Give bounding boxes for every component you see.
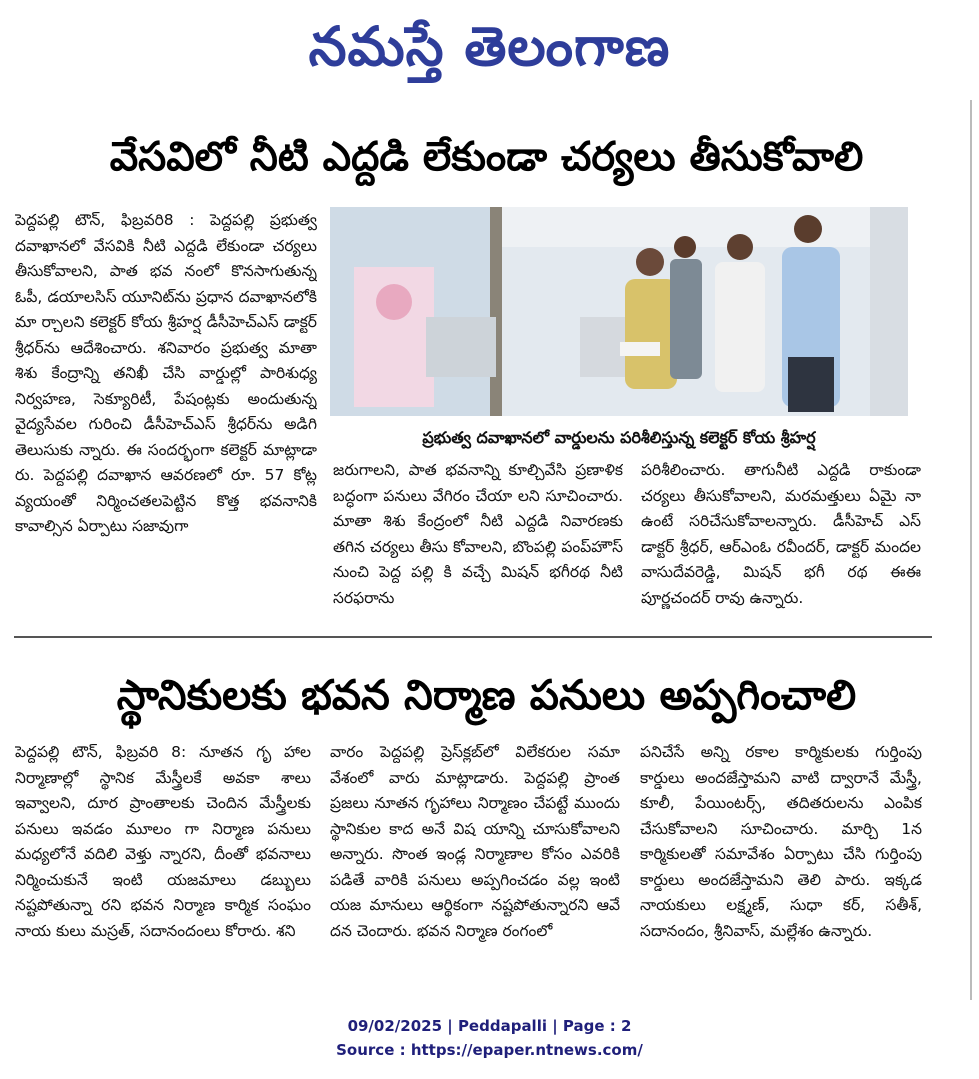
footer-date-edition: 09/02/2025 | Peddapalli | Page : 2 <box>347 1017 632 1035</box>
article2-column-2: వారం పెద్దపల్లి ప్రెస్‌క్లబ్‌లో విలేకరుల సమా వేశంలో వారు మాట్లాడారు. పెద్దపల్లి ప్రాంత ప్రజలు నూతన గృహాలు నిర్మాణం చేపట్టే ముందు స్థానికుల కాద అనే విష యాన్ని చూసుకోవాలని అన్నారు. సొంత ఇండ్ల నిర్మాణాల కోసం ఎవరికి పడితే వారికి పనులు అప్పగించడం వల్ల ఇంటి యజ మానులు ఆర్థికంగా నష్టపోతున్నారని ఆవే దన చెందారు. భవన నిర్మాణ రంగంలో <box>330 743 620 940</box>
article2-column-3: పనిచేసే అన్ని రకాల కార్మికులకు గుర్తింపు కార్డులు అందజేస్తామని వాటి ద్వారానే మేస్త్రీ, కూలీ, పేయింటర్స్, తదితరులను ఎంపిక చేసుకోవాలని సూచించారు. మార్చి 1న కార్మికులతో సమావేశం ఏర్పాటు చేసి గుర్తింపు కార్డులు అందజేస్తామని తెలి పారు. ఇక్కడ నాయకులు లక్ష్మణ్, సుధా కర్, సతీశ్, సదానందం, శ్రీనివాస్, మల్లేశం ఉన్నారు. <box>640 743 922 940</box>
article1-photo <box>330 207 908 416</box>
article-divider <box>14 636 932 638</box>
article1-column-3: పరిశీలించారు. తాగునీటి ఎద్దడి రాకుండా చర్యలు తీసుకోవాలని, మరమత్తులు ఏమై నా ఉంటే సరిచేసుకోవాలన్నారు. డీసీహెచ్ ఎస్ డాక్టర్ శ్రీధర్, ఆర్ఎంఓ రవీందర్, డాక్టర్ మందల వాసుదేవరెడ్డి, మిషన్ భగీ రథ ఈఈ పూర్ణచందర్ రావు ఉన్నారు. <box>641 461 921 607</box>
page-edge-rule <box>970 100 972 1000</box>
article1-photo-caption: ప్రభుత్వ దవాఖానలో వార్డులను పరిశీలిస్తున్న కలెక్టర్ కోయ శ్రీహర్ష <box>422 428 816 447</box>
masthead-logo: నమస్తే తెలంగాణ <box>308 14 671 78</box>
article2-headline: స్థానికులకు భవన నిర్మాణ పనులు అప్పగించాలి <box>116 671 857 719</box>
article1-headline: వేసవిలో నీటి ఎద్దడి లేకుండా చర్యలు తీసుకోవాలి <box>109 134 864 180</box>
article1-column-1: పెద్దపల్లి టౌన్, ఫిబ్రవరి8 : పెద్దపల్లి ప్రభుత్వ దవాఖానలో వేసవికి నీటి ఎద్దడి లేకుండా చర్యలు తీసుకోవాలని, పాత భవ నంలో కొనసాగుతున్న ఓపీ, డయాలసిస్ యూనిట్‌ను ప్రధాన దవాఖానలోకి మా ర్చాలని కలెక్టర్ కోయ శ్రీహర్ష డీసీహెచ్ఎస్ డాక్టర్ శ్రీధర్‌ను ఆదేశించారు. శనివారం ప్రభుత్వ మాతా శిశు కేంద్రాన్ని తనిఖీ చేసి వార్డుల్లో పారిశుధ్య నిర్వహణ, సెక్యూరిటీ, పేషంట్లకు అందుతున్న వైద్యసేవల గురించి డీసీహెచ్ఎస్ శ్రీధర్‌ను అడిగి తెలుసుకు న్నారు. ఈ సందర్భంగా కలెక్టర్ మాట్లాడా రు. పెద్దపల్లి దవాఖాన ఆవరణలో రూ. 57 కోట్ల వ్యయంతో నిర్మించతలపెట్టిన కొత్త భవనానికి కావాల్సిన ఏర్పాటు సజావుగా <box>15 211 317 535</box>
footer-source: Source : https://epaper.ntnews.com/ <box>336 1041 643 1059</box>
article2-column-1: పెద్దపల్లి టౌన్, ఫిబ్రవరి 8: నూతన గృ హాల నిర్మాణాల్లో స్థానిక మేస్త్రీలకే అవకా శాలు ఇవ్వాలని, దూర ప్రాంతాలకు చెందిన మేస్త్రీలకు పనులు ఇవడం మూలం గా నిర్మాణ పనులు మధ్యలోనే వదిలి వెళ్తు న్నారని, దీంతో భవనాలు నిర్మించుకునే ఇంటి యజమాలు డబ్బులు నష్టపోతున్నా రని భవన నిర్మాణ కార్మిక సంఘం నాయ కులు మస్రత్, సదానందంలు కోరారు. శని <box>15 743 311 940</box>
article1-column-2: జరుగాలని, పాత భవనాన్ని కూల్చివేసి ప్రణాళిక బద్ధంగా పనులు వేగిరం చేయా లని సూచించారు. మాతా శిశు కేంద్రంలో నీటి ఎద్దడి నివారణకు తగిన చర్యలు తీసు కోవాలని, బొంపల్లి పంప్‌హౌస్ నుంచి పెద్ద పల్లి కి వచ్చే మిషన్ భగీరథ నీటి సరఫరాను <box>333 461 623 607</box>
